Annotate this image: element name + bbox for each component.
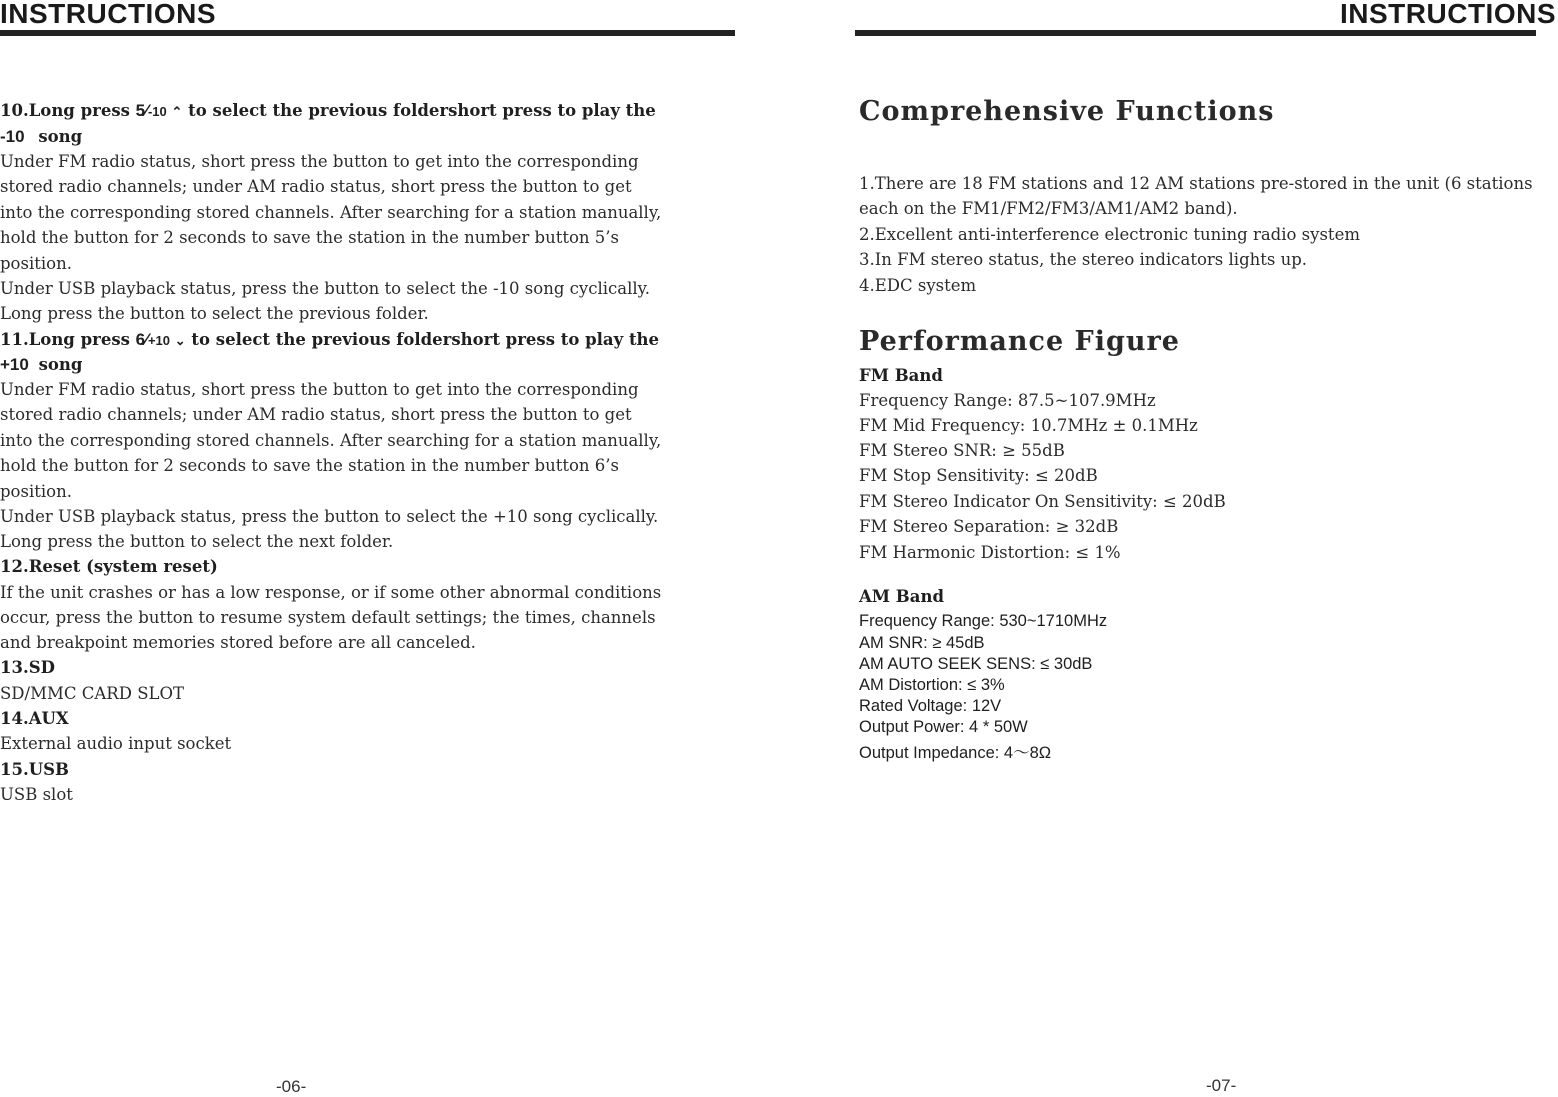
item11-heading-line2	[0, 355, 82, 375]
performance-figure-title: Performance Figure	[859, 326, 1180, 357]
item12-text-line: occur, press the button to resume system default settings; the times, channels	[0, 608, 656, 627]
item11-text-line: Under USB playback status, press the button to select the +10 song cyclically.	[0, 507, 659, 526]
fm-spec-line: FM Stereo SNR: ≥ 55dB	[859, 441, 1065, 460]
right-header: INSTRUCTIONS	[1340, 0, 1556, 29]
comprehensive-functions-title: Comprehensive Functions	[859, 96, 1275, 127]
right-page-body	[859, 0, 1558, 1094]
item11-text-line: Long press the button to select the next folder.	[0, 532, 394, 551]
function-line: 3.In FM stereo status, the stereo indicators lights up.	[859, 250, 1308, 269]
item15-heading: 15.USB	[0, 760, 69, 779]
fm-band-title: FM Band	[859, 366, 943, 385]
item11-text-line: stored radio channels; under AM radio status, short press the button to get	[0, 405, 632, 424]
item10-text-line: into the corresponding stored channels. After searching for a station manually,	[0, 203, 662, 222]
item11-heading-suffix: to select the previous foldershort press to play the	[191, 330, 660, 349]
item10-text-line: stored radio channels; under AM radio status, short press the button to get	[0, 177, 632, 196]
item11-song-label: song	[38, 355, 83, 374]
am-spec-line: Output Power: 4 * 50W	[859, 718, 1028, 736]
am-band-title: AM Band	[859, 587, 944, 606]
am-spec-line: AM SNR: ≥ 45dB	[859, 634, 985, 652]
item10-song-label: song	[38, 127, 83, 146]
fm-spec-line: FM Stop Sensitivity: ≤ 20dB	[859, 466, 1098, 485]
item10-text-line: Under FM radio status, short press the button to get into the corresponding	[0, 152, 639, 171]
item14-heading: 14.AUX	[0, 709, 69, 728]
fm-spec-line: FM Stereo Separation: ≥ 32dB	[859, 517, 1119, 536]
item11-heading	[0, 330, 659, 350]
item11-heading-prefix: 11.Long press	[0, 330, 130, 349]
function-line: each on the FM1/FM2/FM3/AM1/AM2 band).	[859, 199, 1238, 218]
function-line: 1.There are 18 FM stations and 12 AM stations pre-stored in the unit (6 stations	[859, 174, 1533, 193]
function-line: 2.Excellent anti-interference electronic tuning radio system	[859, 225, 1360, 244]
am-spec-line: AM Distortion: ≤ 3%	[859, 676, 1005, 694]
left-header: INSTRUCTIONS	[0, 0, 216, 29]
button-5-icon: 5⁄-10 ⌃	[135, 101, 183, 120]
item11-text-line: hold the button for 2 seconds to save the station in the number button 6’s	[0, 456, 619, 475]
item10-heading-prefix: 10.Long press	[0, 101, 130, 120]
am-spec-line: Frequency Range: 530~1710MHz	[859, 612, 1108, 630]
item10-text-line: Long press the button to select the previous folder.	[0, 304, 429, 323]
item10-text-line: hold the button for 2 seconds to save the station in the number button 5’s	[0, 228, 619, 247]
left-page-body	[0, 0, 730, 1094]
button-6-icon: 6⁄+10 ⌄	[135, 330, 186, 349]
item13-text: SD/MMC CARD SLOT	[0, 684, 184, 703]
item10-heading-suffix: to select the previous foldershort press to play the	[188, 101, 656, 120]
fm-spec-line: FM Harmonic Distortion: ≤ 1%	[859, 543, 1121, 562]
minus-10-icon: -10	[0, 127, 25, 146]
item11-text-line: position.	[0, 482, 72, 501]
am-spec-line: Output Impedance: 4～8Ω	[859, 744, 1052, 762]
item13-heading: 13.SD	[0, 658, 55, 677]
item14-text: External audio input socket	[0, 734, 232, 753]
item10-text-line: Under USB playback status, press the button to select the -10 song cyclically.	[0, 279, 651, 298]
item11-text-line: Under FM radio status, short press the button to get into the corresponding	[0, 380, 639, 399]
item10-text-line: position.	[0, 254, 72, 273]
item12-text-line: and breakpoint memories stored before are all canceled.	[0, 633, 476, 652]
function-line: 4.EDC system	[859, 276, 977, 295]
item12-text-line: If the unit crashes or has a low response, or if some other abnormal conditions	[0, 583, 662, 602]
item10-heading	[0, 101, 656, 121]
right-page-number: -07-	[1206, 1076, 1237, 1095]
am-spec-line: Rated Voltage: 12V	[859, 697, 1002, 715]
fm-spec-line: FM Stereo Indicator On Sensitivity: ≤ 20dB	[859, 492, 1226, 511]
item10-heading-line2	[0, 127, 82, 147]
item15-text: USB slot	[0, 785, 73, 804]
am-spec-line: AM AUTO SEEK SENS: ≤ 30dB	[859, 655, 1093, 673]
fm-spec-line: FM Mid Frequency: 10.7MHz ± 0.1MHz	[859, 416, 1198, 435]
item11-text-line: into the corresponding stored channels. After searching for a station manually,	[0, 431, 662, 450]
plus-10-icon: +10	[0, 355, 29, 374]
item12-heading: 12.Reset (system reset)	[0, 557, 218, 576]
left-page-number: -06-	[276, 1077, 307, 1096]
fm-spec-line: Frequency Range: 87.5~107.9MHz	[859, 391, 1156, 410]
